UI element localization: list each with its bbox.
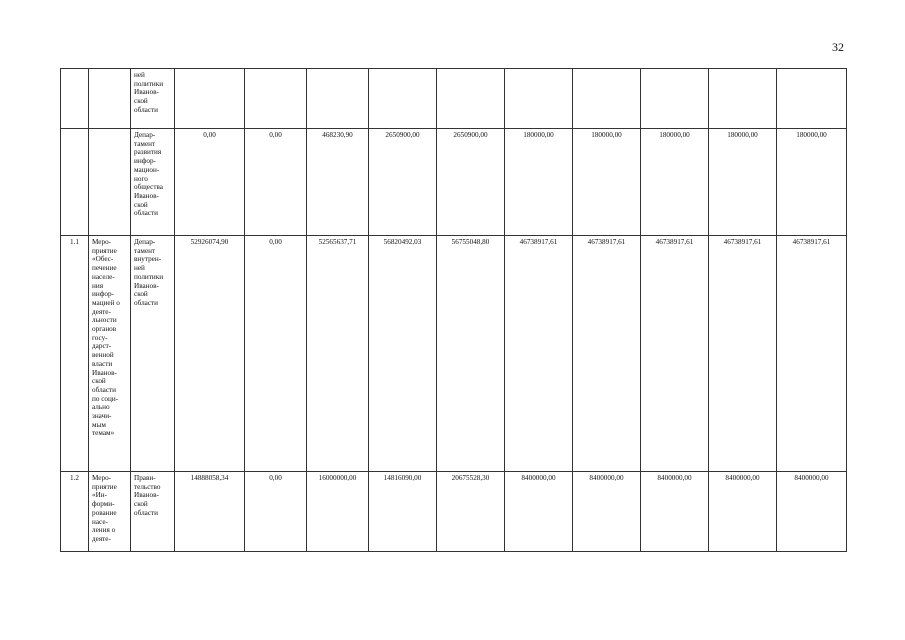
amount-cell xyxy=(437,69,505,129)
amount-cell: 180000,00 xyxy=(505,129,573,236)
table-row xyxy=(61,236,847,472)
row-index xyxy=(61,69,89,129)
amount-cell: 180000,00 xyxy=(641,129,709,236)
table-row xyxy=(61,129,847,236)
amount-cell: 8400000,00 xyxy=(641,472,709,552)
amount-cell: 180000,00 xyxy=(709,129,777,236)
page-number: 32 xyxy=(832,40,844,54)
amount-cell: 46738917,61 xyxy=(641,236,709,472)
amount-cell xyxy=(641,69,709,129)
amount-cell xyxy=(573,69,641,129)
amount-cell: 0,00 xyxy=(175,129,245,236)
amount-cell: 8400000,00 xyxy=(573,472,641,552)
activity-cell xyxy=(89,69,131,129)
amount-cell xyxy=(307,69,369,129)
table-row xyxy=(61,69,847,129)
activity-cell: Меро- приятие «Обес- печение населе- ния инфор- мацией о деяте- льности органов госу- дарст- венной власти Иванов- ской области по соци- ально значи- мым темам» xyxy=(89,236,131,472)
table-row xyxy=(61,472,847,552)
amount-cell: 14888058,34 xyxy=(175,472,245,552)
amount-cell xyxy=(245,69,307,129)
row-index: 1.1 xyxy=(61,236,89,472)
executor-cell: Депар- тамент развития инфор- мацион- ного общества Иванов- ской области xyxy=(131,129,175,236)
amount-cell: 16000000,00 xyxy=(307,472,369,552)
amount-cell: 0,00 xyxy=(245,472,307,552)
amount-cell: 52565637,71 xyxy=(307,236,369,472)
executor-cell: Депар- тамент внутрен- ней политики Иванов- ской области xyxy=(131,236,175,472)
activity-cell xyxy=(89,129,131,236)
amount-cell: 0,00 xyxy=(245,129,307,236)
amount-cell: 46738917,61 xyxy=(777,236,847,472)
amount-cell: 2650900,00 xyxy=(369,129,437,236)
amount-cell: 468230,90 xyxy=(307,129,369,236)
executor-cell: ней политики Иванов- ской области xyxy=(131,69,175,129)
amount-cell xyxy=(175,69,245,129)
amount-cell: 8400000,00 xyxy=(505,472,573,552)
amount-cell: 180000,00 xyxy=(777,129,847,236)
amount-cell: 46738917,61 xyxy=(505,236,573,472)
amount-cell: 8400000,00 xyxy=(709,472,777,552)
amount-cell: 52926074,90 xyxy=(175,236,245,472)
amount-cell xyxy=(369,69,437,129)
amount-cell: 46738917,61 xyxy=(709,236,777,472)
amount-cell xyxy=(505,69,573,129)
amount-cell: 2650900,00 xyxy=(437,129,505,236)
row-index xyxy=(61,129,89,236)
amount-cell: 180000,00 xyxy=(573,129,641,236)
amount-cell: 56820492,03 xyxy=(369,236,437,472)
amount-cell xyxy=(777,69,847,129)
amount-cell: 8400000,00 xyxy=(777,472,847,552)
executor-cell: Прави- тельство Иванов- ской области xyxy=(131,472,175,552)
amount-cell: 56755048,80 xyxy=(437,236,505,472)
amount-cell xyxy=(709,69,777,129)
amount-cell: 0,00 xyxy=(245,236,307,472)
activity-cell: Меро- приятие «Ин- форми- рование насе- ления о деяте- xyxy=(89,472,131,552)
amount-cell: 46738917,61 xyxy=(573,236,641,472)
amount-cell: 20675528,30 xyxy=(437,472,505,552)
amount-cell: 14816090,00 xyxy=(369,472,437,552)
budget-table xyxy=(60,68,847,552)
row-index: 1.2 xyxy=(61,472,89,552)
